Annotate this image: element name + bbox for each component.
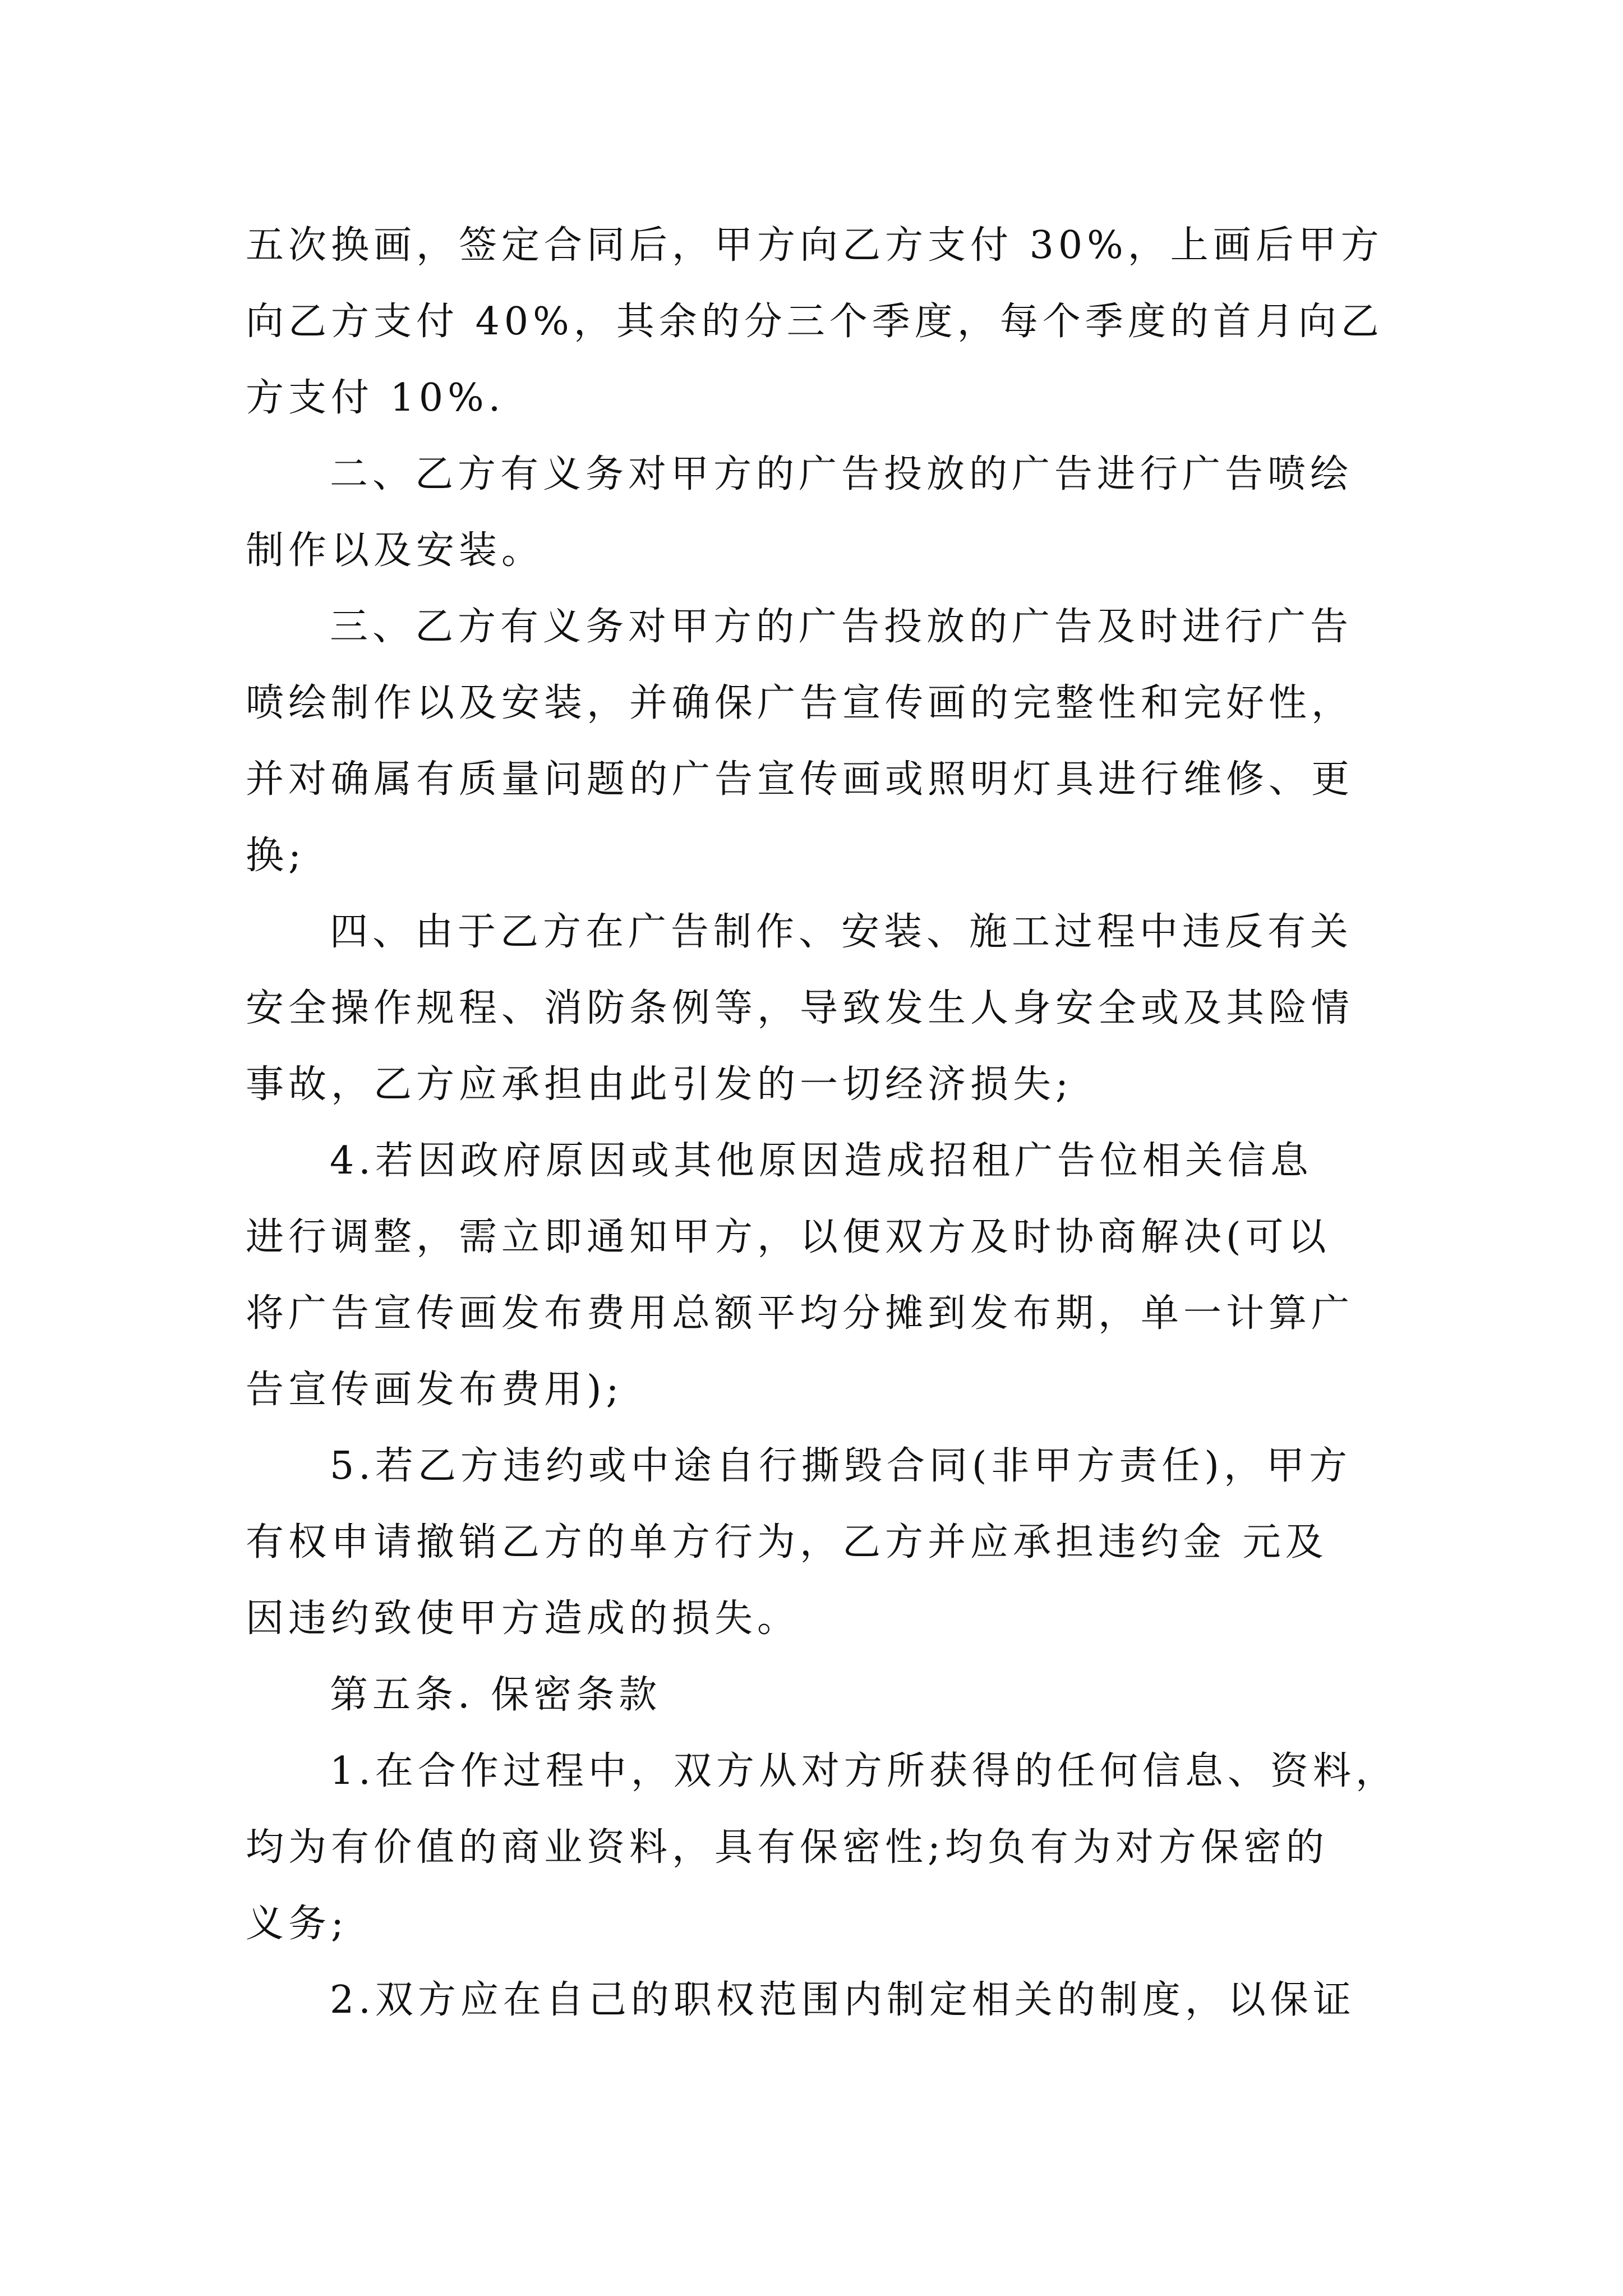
clause-three-line: 三、乙方有义务对甲方的广告投放的广告及时进行广告 <box>330 605 1353 649</box>
clause-four-line: 四、由于乙方在广告制作、安装、施工过程中违反有关 <box>330 910 1353 954</box>
text-line: 方支付 10%. <box>246 376 505 420</box>
item-five-line: 5.若乙方违约或中途自行撕毁合同(非甲方责任)，甲方 <box>330 1444 1352 1488</box>
text-line: 将广告宣传画发布费用总额平均分摊到发布期，单一计算广 <box>246 1291 1354 1336</box>
text-line: 并对确属有质量问题的广告宣传画或照明灯具进行维修、更 <box>246 757 1354 802</box>
confidentiality-item-two-line: 2.双方应在自己的职权范围内制定相关的制度，以保证 <box>330 1978 1355 2022</box>
text-line: 有权申请撤销乙方的单方行为，乙方并应承担违约金 元及 <box>246 1520 1328 1565</box>
text-line: 换; <box>246 834 306 878</box>
text-line: 制作以及安装。 <box>246 528 545 573</box>
text-line: 事故，乙方应承担由此引发的一切经济损失; <box>246 1062 1073 1107</box>
clause-two-line: 二、乙方有义务对甲方的广告投放的广告进行广告喷绘 <box>330 452 1353 496</box>
text-line: 安全操作规程、消防条例等，导致发生人身安全或及其险情 <box>246 986 1354 1030</box>
text-line: 义务; <box>246 1902 348 1946</box>
text-line: 五次换画，签定合同后，甲方向乙方支付 30%，上画后甲方 <box>246 223 1384 268</box>
text-line: 均为有价值的商业资料，具有保密性;均负有为对方保密的 <box>246 1825 1329 1870</box>
item-four-line: 4.若因政府原因或其他原因造成招租广告位相关信息 <box>330 1139 1313 1183</box>
section-heading: 第五条. 保密条款 <box>330 1673 662 1717</box>
text-line: 因违约致使甲方造成的损失。 <box>246 1596 800 1641</box>
text-line: 告宣传画发布费用); <box>246 1368 624 1412</box>
confidentiality-item-one-line: 1.在合作过程中，双方从对方所获得的任何信息、资料， <box>330 1749 1398 1793</box>
document-body <box>246 208 1398 2039</box>
text-line: 进行调整，需立即通知甲方，以便双方及时协商解决(可以 <box>246 1215 1331 1259</box>
text-line: 向乙方支付 40%，其余的分三个季度，每个季度的首月向乙 <box>246 300 1384 344</box>
text-line: 喷绘制作以及安装，并确保广告宣传画的完整性和完好性， <box>246 681 1354 725</box>
